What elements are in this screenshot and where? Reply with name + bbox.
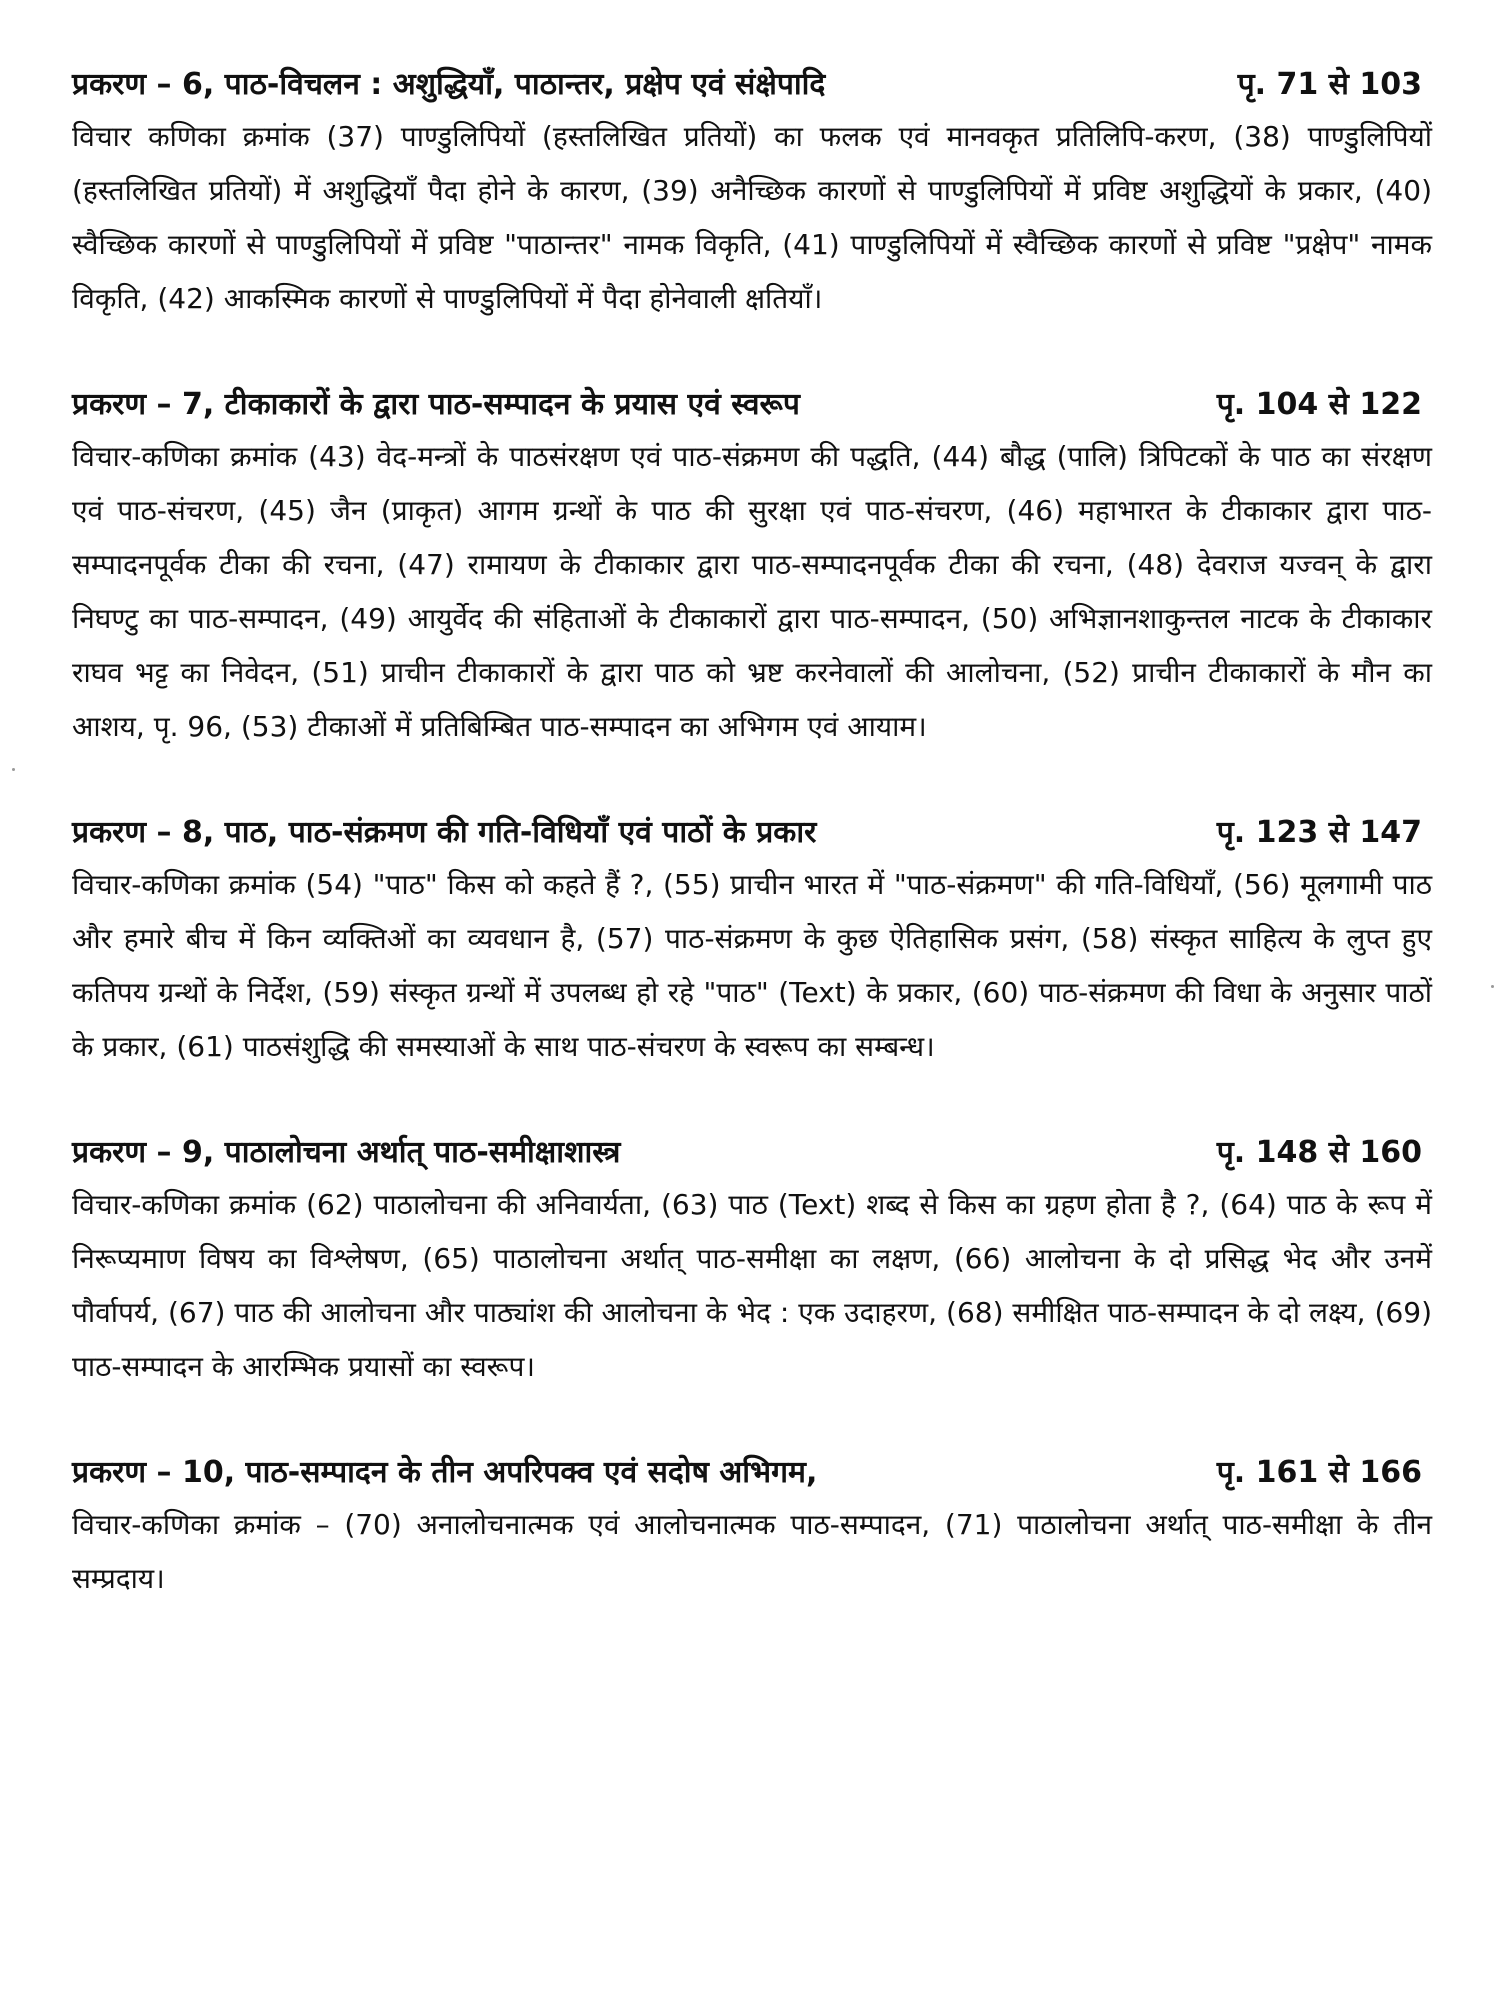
page-range: पृ. 123 से 147 (1216, 815, 1422, 850)
chapter-7-section (72, 380, 1432, 754)
chapter-summary: विचार कणिका क्रमांक (37) पाण्डुलिपियों (हस्तलिखित प्रतियों) का फलक एवं मानवकृत प्रतिलिपि-करण, (38) पाण्डुलिपियों (हस्तलिखित प्रतियों) में अशुद्धियाँ पैदा होने के कारण, (39) अनैच्छिक कारणों से पाण्डुलिपियों में प्रविष्ट अशुद्धियों के प्रकार, (40) स्वैच्छिक कारणों से पाण्डुलिपियों में प्रविष्ट "पाठान्तर" नामक विकृति, (41) पाण्डुलिपियों में स्वैच्छिक कारणों से प्रविष्ट "प्रक्षेप" नामक विकृति, (42) आकस्मिक कारणों से पाण्डुलिपियों में पैदा होनेवाली क्षतियाँ। (72, 120, 1432, 315)
scan-speck (12, 768, 15, 771)
page-range: पृ. 104 से 122 (1216, 387, 1422, 422)
chapter-title: प्रकरण – 10, पाठ-सम्पादन के तीन अपरिपक्व एवं सदोष अभिगम, (72, 1455, 818, 1490)
chapter-heading (72, 60, 1432, 110)
chapter-title: प्रकरण – 6, पाठ-विचलन : अशुद्धियाँ, पाठान्तर, प्रक्षेप एवं संक्षेपादि (72, 67, 826, 102)
chapter-summary: विचार-कणिका क्रमांक (54) "पाठ" किस को कहते हैं ?, (55) प्राचीन भारत में "पाठ-संक्रमण" की गति-विधियाँ, (56) मूलगामी पाठ और हमारे बीच में किन व्यक्तिओं का व्यवधान है, (57) पाठ-संक्रमण के कुछ ऐतिहासिक प्रसंग, (58) संस्कृत साहित्य के लुप्त हुए कतिपय ग्रन्थों के निर्देश, (59) संस्कृत ग्रन्थों में उपलब्ध हो रहे "पाठ" (Text) के प्रकार, (60) पाठ-संक्रमण की विधा के अनुसार पाठों के प्रकार, (61) पाठसंशुद्धि की समस्याओं के साथ पाठ-संचरण के स्वरूप का सम्बन्ध। (72, 868, 1432, 1063)
chapter-9-section (72, 1128, 1432, 1394)
page-range: पृ. 148 से 160 (1216, 1135, 1422, 1170)
scan-speck (1491, 985, 1494, 988)
chapter-heading (72, 808, 1432, 858)
page-range: पृ. 71 से 103 (1237, 67, 1422, 102)
chapter-title: प्रकरण – 8, पाठ, पाठ-संक्रमण की गति-विधियाँ एवं पाठों के प्रकार (72, 815, 817, 850)
chapter-summary: विचार-कणिका क्रमांक (43) वेद-मन्त्रों के पाठसंरक्षण एवं पाठ-संक्रमण की पद्धति, (44) बौद्ध (पालि) त्रिपिटकों के पाठ का संरक्षण एवं पाठ-संचरण, (45) जैन (प्राकृत) आगम ग्रन्थों के पाठ की सुरक्षा एवं पाठ-संचरण, (46) महाभारत के टीकाकार द्वारा पाठ-सम्पादनपूर्वक टीका की रचना, (47) रामायण के टीकाकार द्वारा पाठ-सम्पादनपूर्वक टीका की रचना, (48) देवराज यज्वन् के द्वारा निघण्टु का पाठ-सम्पादन, (49) आयुर्वेद की संहिताओं के टीकाकारों द्वारा पाठ-सम्पादन, (50) अभिज्ञानशाकुन्तल नाटक के टीकाकार राघव भट्ट का निवेदन, (51) प्राचीन टीकाकारों के द्वारा पाठ को भ्रष्ट करनेवालों की आलोचना, (52) प्राचीन टीकाकारों के मौन का आशय, पृ. 96, (53) टीकाओं में प्रतिबिम्बित पाठ-सम्पादन का अभिगम एवं आयाम। (72, 440, 1432, 743)
chapter-heading (72, 1448, 1432, 1498)
contents-page (72, 60, 1432, 1660)
page-range: पृ. 161 से 166 (1216, 1455, 1422, 1490)
chapter-6-section (72, 60, 1432, 326)
chapter-summary: विचार-कणिका क्रमांक – (70) अनालोचनात्मक एवं आलोचनात्मक पाठ-सम्पादन, (71) पाठालोचना अर्थात् पाठ-समीक्षा के तीन सम्प्रदाय। (72, 1508, 1432, 1595)
chapter-8-section (72, 808, 1432, 1074)
chapter-heading (72, 380, 1432, 430)
chapter-summary: विचार-कणिका क्रमांक (62) पाठालोचना की अनिवार्यता, (63) पाठ (Text) शब्द से किस का ग्रहण होता है ?, (64) पाठ के रूप में निरूप्यमाण विषय का विश्लेषण, (65) पाठालोचना अर्थात् पाठ-समीक्षा का लक्षण, (66) आलोचना के दो प्रसिद्ध भेद और उनमें पौर्वापर्य, (67) पाठ की आलोचना और पाठ्यांश की आलोचना के भेद : एक उदाहरण, (68) समीक्षित पाठ-सम्पादन के दो लक्ष्य, (69) पाठ-सम्पादन के आरम्भिक प्रयासों का स्वरूप। (72, 1188, 1432, 1383)
chapter-title: प्रकरण – 7, टीकाकारों के द्वारा पाठ-सम्पादन के प्रयास एवं स्वरूप (72, 387, 800, 422)
chapter-title: प्रकरण – 9, पाठालोचना अर्थात् पाठ-समीक्षाशास्त्र (72, 1135, 621, 1170)
chapter-10-section (72, 1448, 1432, 1606)
chapter-heading (72, 1128, 1432, 1178)
